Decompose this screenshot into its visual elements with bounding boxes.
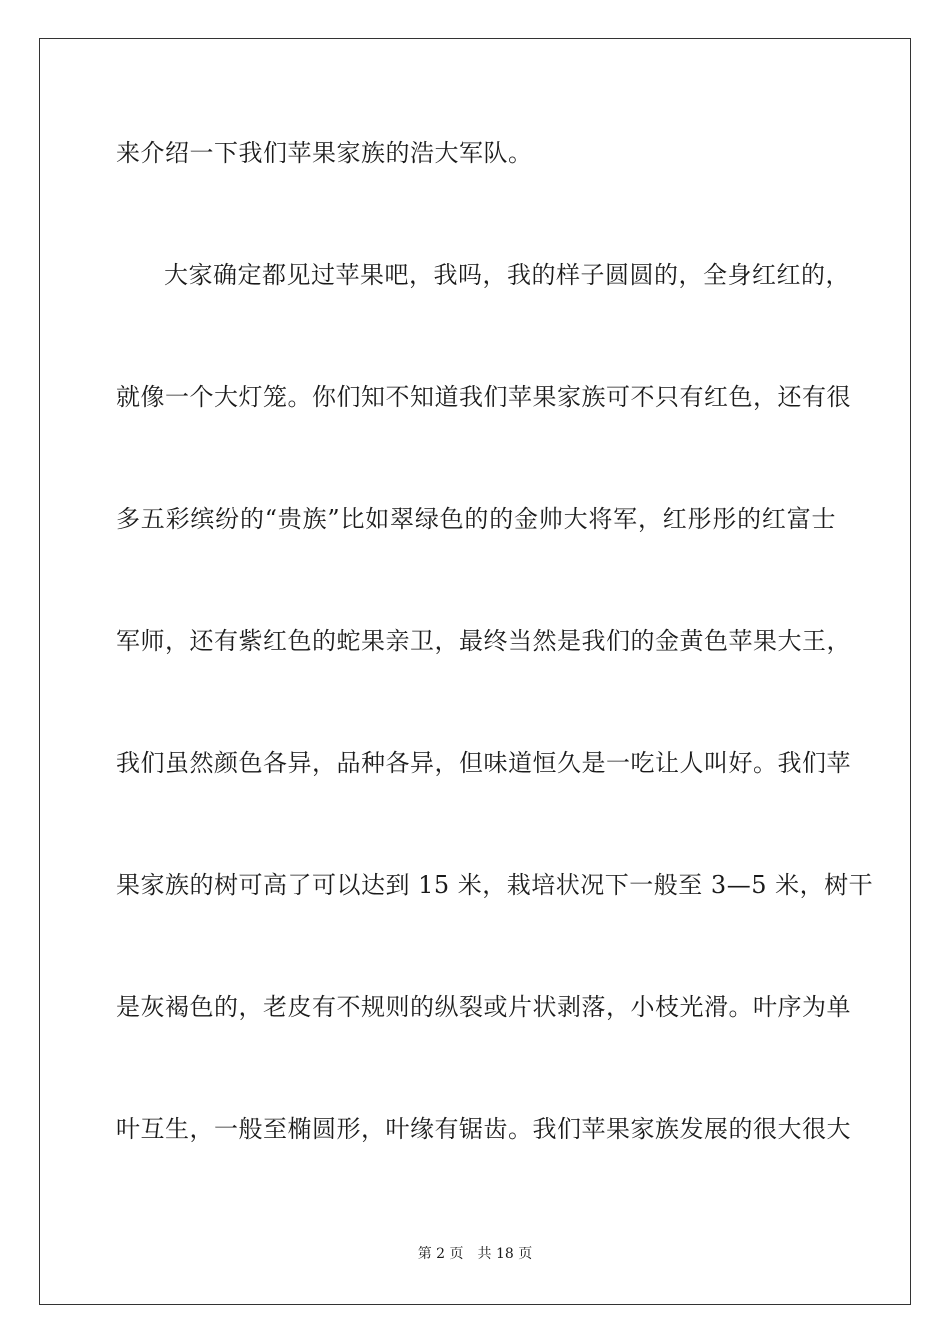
text-line-6: 我们虽然颜色各异，品种各异，但味道恒久是一吃让人叫好。我们苹 bbox=[116, 749, 851, 777]
text-line-9: 叶互生，一般至椭圆形，叶缘有锯齿。我们苹果家族发展的很大很大 bbox=[116, 1115, 851, 1143]
text-line-4: 多五彩缤纷的“贵族”比如翠绿色的的金帅大将军，红彤彤的红富士 bbox=[116, 505, 836, 533]
text-line-5: 军师，还有紫红色的蛇果亲卫，最终当然是我们的金黄色苹果大王， bbox=[116, 627, 851, 655]
text-line-3: 就像一个大灯笼。你们知不知道我们苹果家族可不只有红色，还有很 bbox=[116, 383, 851, 411]
page-footer: 第 2 页 共 18 页 bbox=[417, 1246, 533, 1262]
text-line-7: 果家族的树可高了可以达到 15 米，栽培状况下一般至 3—5 米，树干 bbox=[116, 871, 874, 899]
text-line-8: 是灰褐色的，老皮有不规则的纵裂或片状剥落，小枝光滑。叶序为单 bbox=[116, 993, 851, 1021]
text-line-2: 大家确定都见过苹果吧，我吗，我的样子圆圆的，全身红红的， bbox=[164, 261, 850, 289]
text-line-1: 来介绍一下我们苹果家族的浩大军队。 bbox=[116, 139, 533, 167]
